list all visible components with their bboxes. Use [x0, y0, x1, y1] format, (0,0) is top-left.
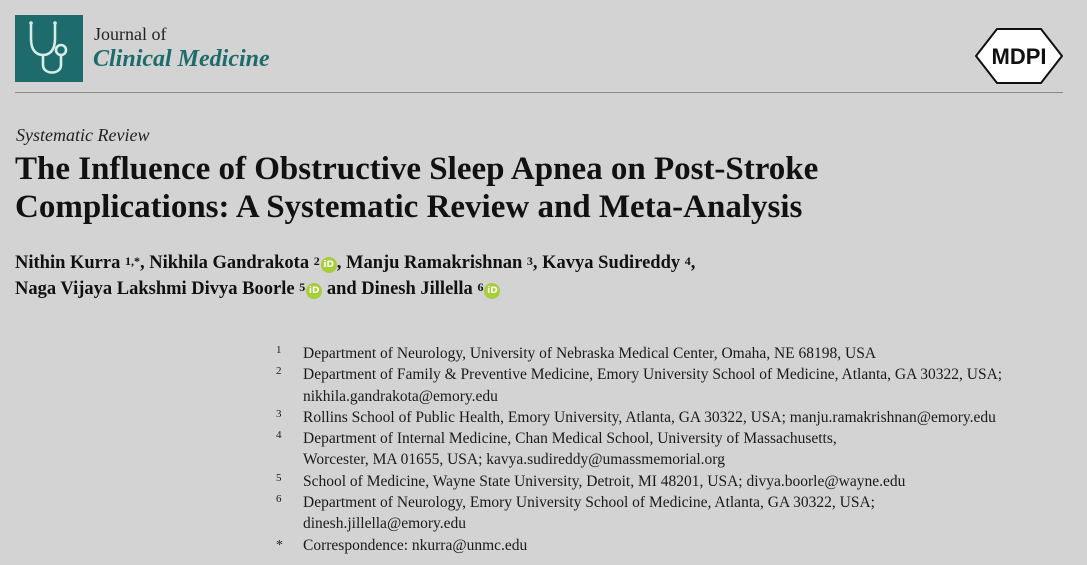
journal-header [0, 0, 1087, 96]
author-name[interactable]: Manju Ramakrishnan [345, 253, 523, 273]
author-affiliation-marker: 4 [684, 254, 691, 268]
orcid-icon[interactable]: iD [306, 283, 322, 299]
publisher-name: MDPI [991, 44, 1047, 69]
affiliation-text: School of Medicine, Wayne State University, Detroit, MI 48201, USA; divya.boorle@wayne.edu [303, 472, 906, 490]
article-title [15, 150, 1065, 226]
article-title-line-2: Complications: A Systematic Review and Meta-Analysis [15, 189, 803, 225]
affiliation [272, 492, 1072, 535]
header-divider [15, 92, 1063, 93]
author-separator: , [336, 253, 346, 273]
author-name[interactable]: Nikhila Gandrakota [149, 253, 310, 273]
affiliation-text: nikhila.gandrakota@emory.edu [303, 387, 498, 405]
affiliation-text: Rollins School of Public Health, Emory University, Atlanta, GA 30322, USA; manju.ramakrishnan@emory.edu [303, 408, 996, 426]
correspondence [272, 535, 1072, 556]
orcid-icon[interactable]: iD [484, 283, 500, 299]
affiliation-text: Department of Neurology, University of Nebraska Medical Center, Omaha, NE 68198, USA [303, 345, 877, 362]
mdpi-logo [975, 28, 1063, 84]
author-separator: , [139, 253, 150, 273]
affiliation-text: dinesh.jillella@emory.edu [303, 515, 467, 533]
journal-name: Clinical Medicine [93, 46, 270, 72]
affiliation-number: 5 [276, 471, 282, 484]
journal-prefix: Journal of [94, 24, 167, 44]
author [542, 253, 695, 273]
affiliation-list [272, 343, 1072, 556]
affiliation [272, 428, 1072, 471]
correspondence-text[interactable]: Correspondence: nkurra@unmc.edu [303, 536, 528, 554]
author-name[interactable]: Dinesh Jillella [361, 279, 473, 299]
affiliation-number: 6 [276, 493, 282, 506]
affiliation-number: 3 [276, 407, 282, 420]
affiliation-number: 4 [276, 429, 282, 442]
author-separator: , [532, 253, 543, 273]
author-affiliation-marker: 1,* [124, 254, 140, 268]
affiliation-text: Worcester, MA 01655, USA; kavya.sudireddy@umassmemorial.org [303, 451, 725, 469]
author-affiliation-marker: 2 [313, 254, 320, 268]
affiliation [272, 407, 1072, 428]
affiliation [272, 471, 1072, 492]
author-affiliation-marker: 3 [526, 254, 533, 268]
affiliation-text: Department of Family & Preventive Medicine, Emory University School of Medicine, Atlanta, GA 30322, USA; [303, 366, 1003, 384]
affiliation-text: Department of Neurology, Emory University School of Medicine, Atlanta, GA 30322, USA; [303, 494, 875, 512]
author-name[interactable]: Nithin Kurra [15, 253, 121, 273]
stethoscope-icon [15, 15, 83, 82]
author-list [15, 250, 1065, 302]
author [361, 279, 500, 299]
article-title-line-1: The Influence of Obstructive Sleep Apnea on Post-Stroke [15, 151, 819, 187]
affiliation-number: 2 [276, 365, 282, 378]
author-separator: and [322, 279, 362, 299]
article-type: Systematic Review [16, 125, 150, 145]
orcid-icon[interactable]: iD [321, 257, 337, 273]
author-affiliation-marker: 6 [477, 280, 484, 294]
affiliation [272, 364, 1072, 407]
author-name[interactable]: Kavya Sudireddy [542, 253, 681, 273]
author-affiliation-marker: 5 [299, 280, 306, 294]
author [15, 279, 361, 299]
author [15, 253, 149, 273]
author [346, 253, 542, 273]
author-separator: , [690, 253, 696, 273]
affiliation-text: Department of Internal Medicine, Chan Medical School, University of Massachusetts, [303, 430, 837, 448]
affiliation-number: 1 [276, 344, 282, 356]
author [149, 253, 346, 273]
correspondence-marker: * [276, 537, 283, 553]
author-name[interactable]: Naga Vijaya Lakshmi Divya Boorle [15, 279, 295, 299]
affiliation [272, 343, 1072, 364]
